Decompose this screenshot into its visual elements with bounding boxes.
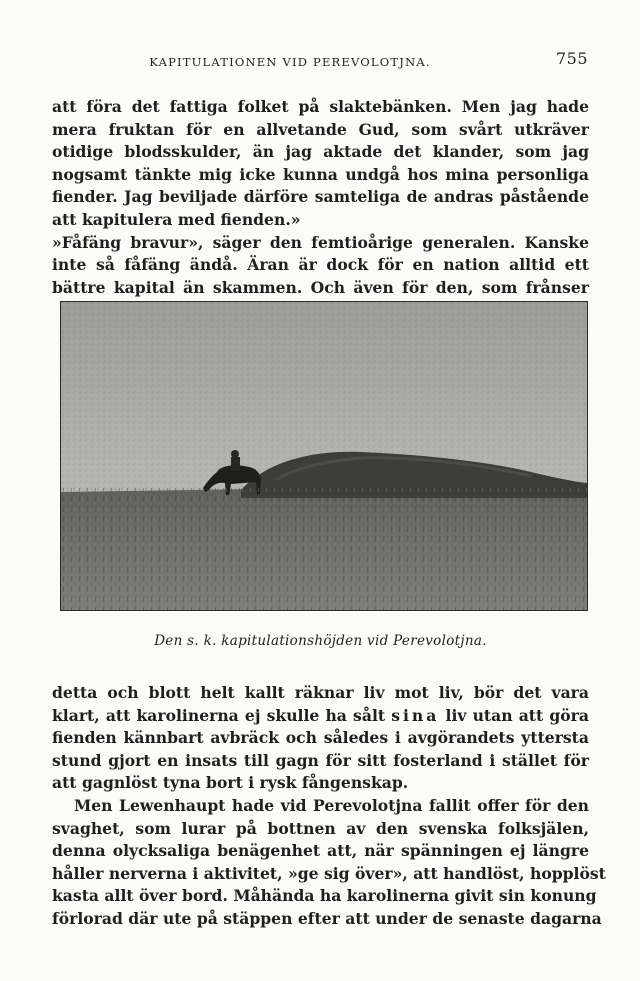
text-line: Men Lewenhaupt hade vid Perevolotjna fallit offer för den: [74, 795, 589, 815]
text-line: att gagnlöst tyna bort i rysk fångenskap.: [52, 773, 409, 793]
text-run: klart, att karolinerna ej skulle ha sålt: [52, 705, 392, 725]
text-line: att föra det fattiga folket på slaktebänken. Men jag hade: [52, 97, 589, 116]
page-number: 755: [555, 49, 588, 68]
text-line: denna olycksaliga benägenhet att, när spänningen ej längre: [52, 841, 589, 861]
text-line: att kapitulera med fienden.»: [52, 209, 301, 229]
photo-image: [61, 302, 587, 610]
text-line: stund gjort en insats till gagn för sitt fosterland i stället för: [52, 750, 589, 770]
text-line: håller nerverna i aktivitet, »ge sig över», att handlöst, hopplöst: [52, 863, 606, 883]
text-line: fienden kännbart avbräck och således i avgörandets yttersta: [52, 728, 589, 748]
text-line: kasta allt över bord. Måhända ha karolinerna givit sin konung: [52, 886, 597, 906]
text-line: detta och blott helt kallt räknar liv mot liv, bör det vara: [52, 683, 589, 702]
text-line: inte så fåfäng ändå. Äran är dock för en nation alltid ett: [52, 255, 589, 275]
paragraph-bottom: [52, 682, 606, 931]
text-run: liv utan att göra: [439, 705, 589, 725]
running-title: KAPITULATIONEN VID PEREVOLOTJNA.: [149, 55, 431, 69]
text-line: bättre kapital än skammen. Och även för den, som frånser: [52, 277, 589, 297]
text-line: otidige blodsskulder, än jag aktade det klander, som jag: [52, 142, 589, 162]
text-line: nogsamt tänkte mig icke kunna undgå hos mina personliga: [52, 164, 589, 184]
text-line: fiender. Jag beviljade därföre samteliga de andras påstående: [52, 187, 589, 207]
running-head: [52, 48, 588, 72]
figure-caption: Den s. k. kapitulationshöjden vid Perevolotjna.: [154, 633, 487, 649]
steppe-photograph: [60, 301, 588, 611]
text-line: [52, 705, 589, 728]
paragraph-top: [52, 96, 589, 299]
text-line: förlorad där ute på stäppen efter att under de senaste dagarna: [52, 908, 602, 928]
text-line: »Fåfäng bravur», säger den femtioårige generalen. Kanske: [52, 232, 589, 252]
text-line: mera fruktan för en allvetande Gud, som svårt utkräver: [52, 119, 589, 139]
emphasized-word: sina: [391, 705, 440, 725]
text-line: svaghet, som lurar på bottnen av den svenska folksjälen,: [52, 818, 589, 838]
